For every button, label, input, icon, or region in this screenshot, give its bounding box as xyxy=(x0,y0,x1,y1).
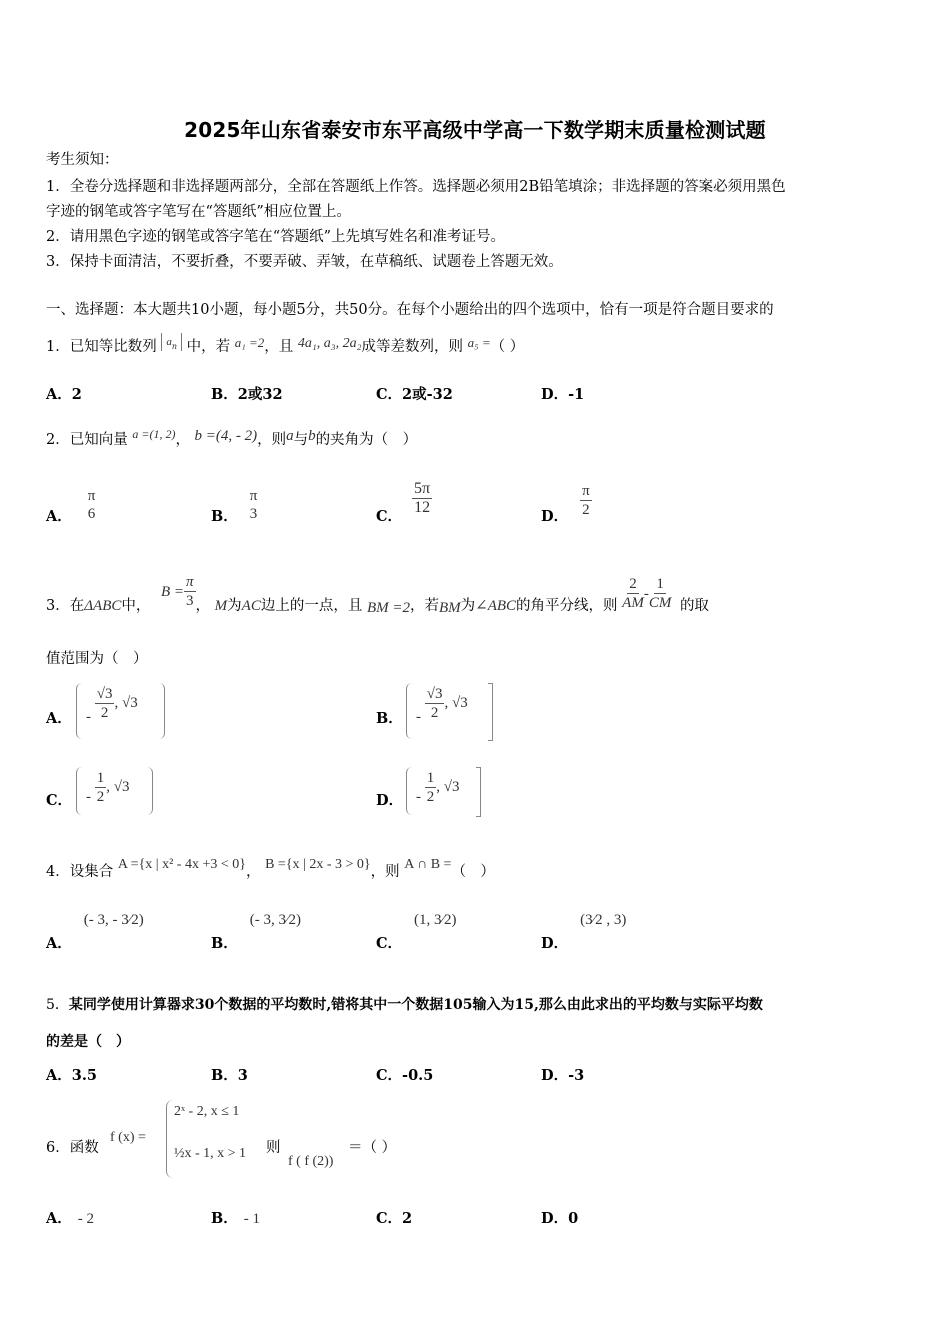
q2-option-d: D． $\frac{\pi}{2}$ xyxy=(541,483,590,525)
notice-item: 2．请用黑色字迹的钢笔或答字笔在“答题纸”上先填写姓名和准考证号。 xyxy=(46,229,506,245)
question-4: 4．设集合 A ={x | x² - 4x +3 < 0}， B ={x | 2x - 3 > 0}，则 A ∩ B =（ ） xyxy=(46,857,495,880)
q6-option-d: D．0 xyxy=(541,1210,579,1227)
question-2: 2．已知向量 $^{a =(1, 2)}$， b =(4, - 2)，则a与b的夹角为（ ） xyxy=(46,427,418,448)
q1-option-d: D．-1 xyxy=(541,386,585,403)
q6-option-a: A． - 2 xyxy=(46,1210,95,1227)
q5-option-c: C．-0.5 xyxy=(376,1067,434,1084)
q2-vector-b: b =(4, - 2) xyxy=(194,428,258,444)
q4-option-c: C．(1, 3⁄2) xyxy=(376,912,457,952)
q4-option-a: A．(- 3, - 3⁄2) xyxy=(46,912,144,952)
q5-option-b: B．3 xyxy=(211,1067,248,1084)
q2-option-c: C． $\frac{5\pi}{12}$ xyxy=(376,480,431,525)
q1-a1: a₁ =2 xyxy=(234,335,265,350)
q2-vector-a: a =(1, 2) xyxy=(132,427,176,441)
q5-option-a: A．3.5 xyxy=(46,1067,97,1084)
notice-item: 1．全卷分选择题和非选择题两部分，全部在答题纸上作答。选择题必须用2B铅笔填涂；非选择题的答案必须用黑色 xyxy=(46,179,786,195)
page-title: 2025年山东省泰安市东平高级中学高一下数学期末质量检测试题 xyxy=(184,118,766,142)
q4-set-b: B ={x | 2x - 3 > 0} xyxy=(265,857,371,872)
q1-option-b: B．2或32 xyxy=(211,386,283,403)
q1-option-a: A．2 xyxy=(46,386,82,403)
q5-line2: 的差是（ ） xyxy=(46,1034,130,1050)
question-5: 5．某同学使用计算器求30个数据的平均数时,错将其中一个数据105输入为15,那么由此求出的平均数与实际平均数 xyxy=(46,997,763,1013)
q6-case-2: ½x - 1, x > 1 xyxy=(174,1146,247,1161)
q6-case-1: 2ˣ - 2, x ≤ 1 xyxy=(174,1104,240,1119)
q6-expression: f ( f (2)) xyxy=(288,1154,334,1169)
question-6: 6．函数 f (x) = 2ˣ - 2, x ≤ 1 ½x - 1, x > 1 则 f ( f (2)) ＝（ ） xyxy=(46,1100,546,1182)
notice-item: 3．保持卡面清洁，不要折叠，不要弄破、弄皱，在草稿纸、试题卷上答题无效。 xyxy=(46,254,563,270)
q1-a5: a₅ = xyxy=(467,335,491,350)
q4-option-d: D．(3⁄2 , 3) xyxy=(541,912,627,952)
q6-function: f (x) = xyxy=(110,1130,146,1145)
q1-terms: 4a₁, a₃, 2a₂ xyxy=(297,336,362,351)
question-3: 3．在ΔABC中， B = $\frac{\pi}{3}$ ， M为AC边上的一点，且 BM =2，若BM为∠ABC的角平分线，则 $\frac{2}{AM}$ - $\frac{1}{CM}$ 的取 xyxy=(46,574,709,616)
q6-option-c: C．2 xyxy=(376,1210,413,1227)
section-heading: 一、选择题：本大题共10小题，每小题5分，共50分。在每个小题给出的四个选项中，恰有一项是符合题目要求的 xyxy=(46,302,774,318)
q5-option-d: D．-3 xyxy=(541,1067,585,1084)
q6-option-b: B． - 1 xyxy=(211,1210,261,1227)
q3-line2: 值范围为（ ） xyxy=(46,651,148,667)
question-1: 1．已知等比数列 $a_n$ 中，若 a₁ =2，且 4a₁, a₃, 2a₂成等差数列，则 a₅ =（ ） xyxy=(46,335,525,355)
notice-heading: 考生须知： xyxy=(46,152,119,168)
q1-option-c: C．2或-32 xyxy=(376,386,453,403)
q1-sequence-brace: $a_n$ xyxy=(161,333,182,351)
notice-item: 字迹的钢笔或答字笔写在“答题纸”相应位置上。 xyxy=(46,204,351,220)
q4-option-b: B．(- 3, 3⁄2) xyxy=(211,912,302,952)
q1-number: 1． xyxy=(46,339,70,355)
q4-set-a: A ={x | x² - 4x +3 < 0} xyxy=(117,857,246,872)
q2-option-b: B． π 3 xyxy=(211,488,258,525)
q2-option-a: A． π 6 xyxy=(46,488,96,525)
